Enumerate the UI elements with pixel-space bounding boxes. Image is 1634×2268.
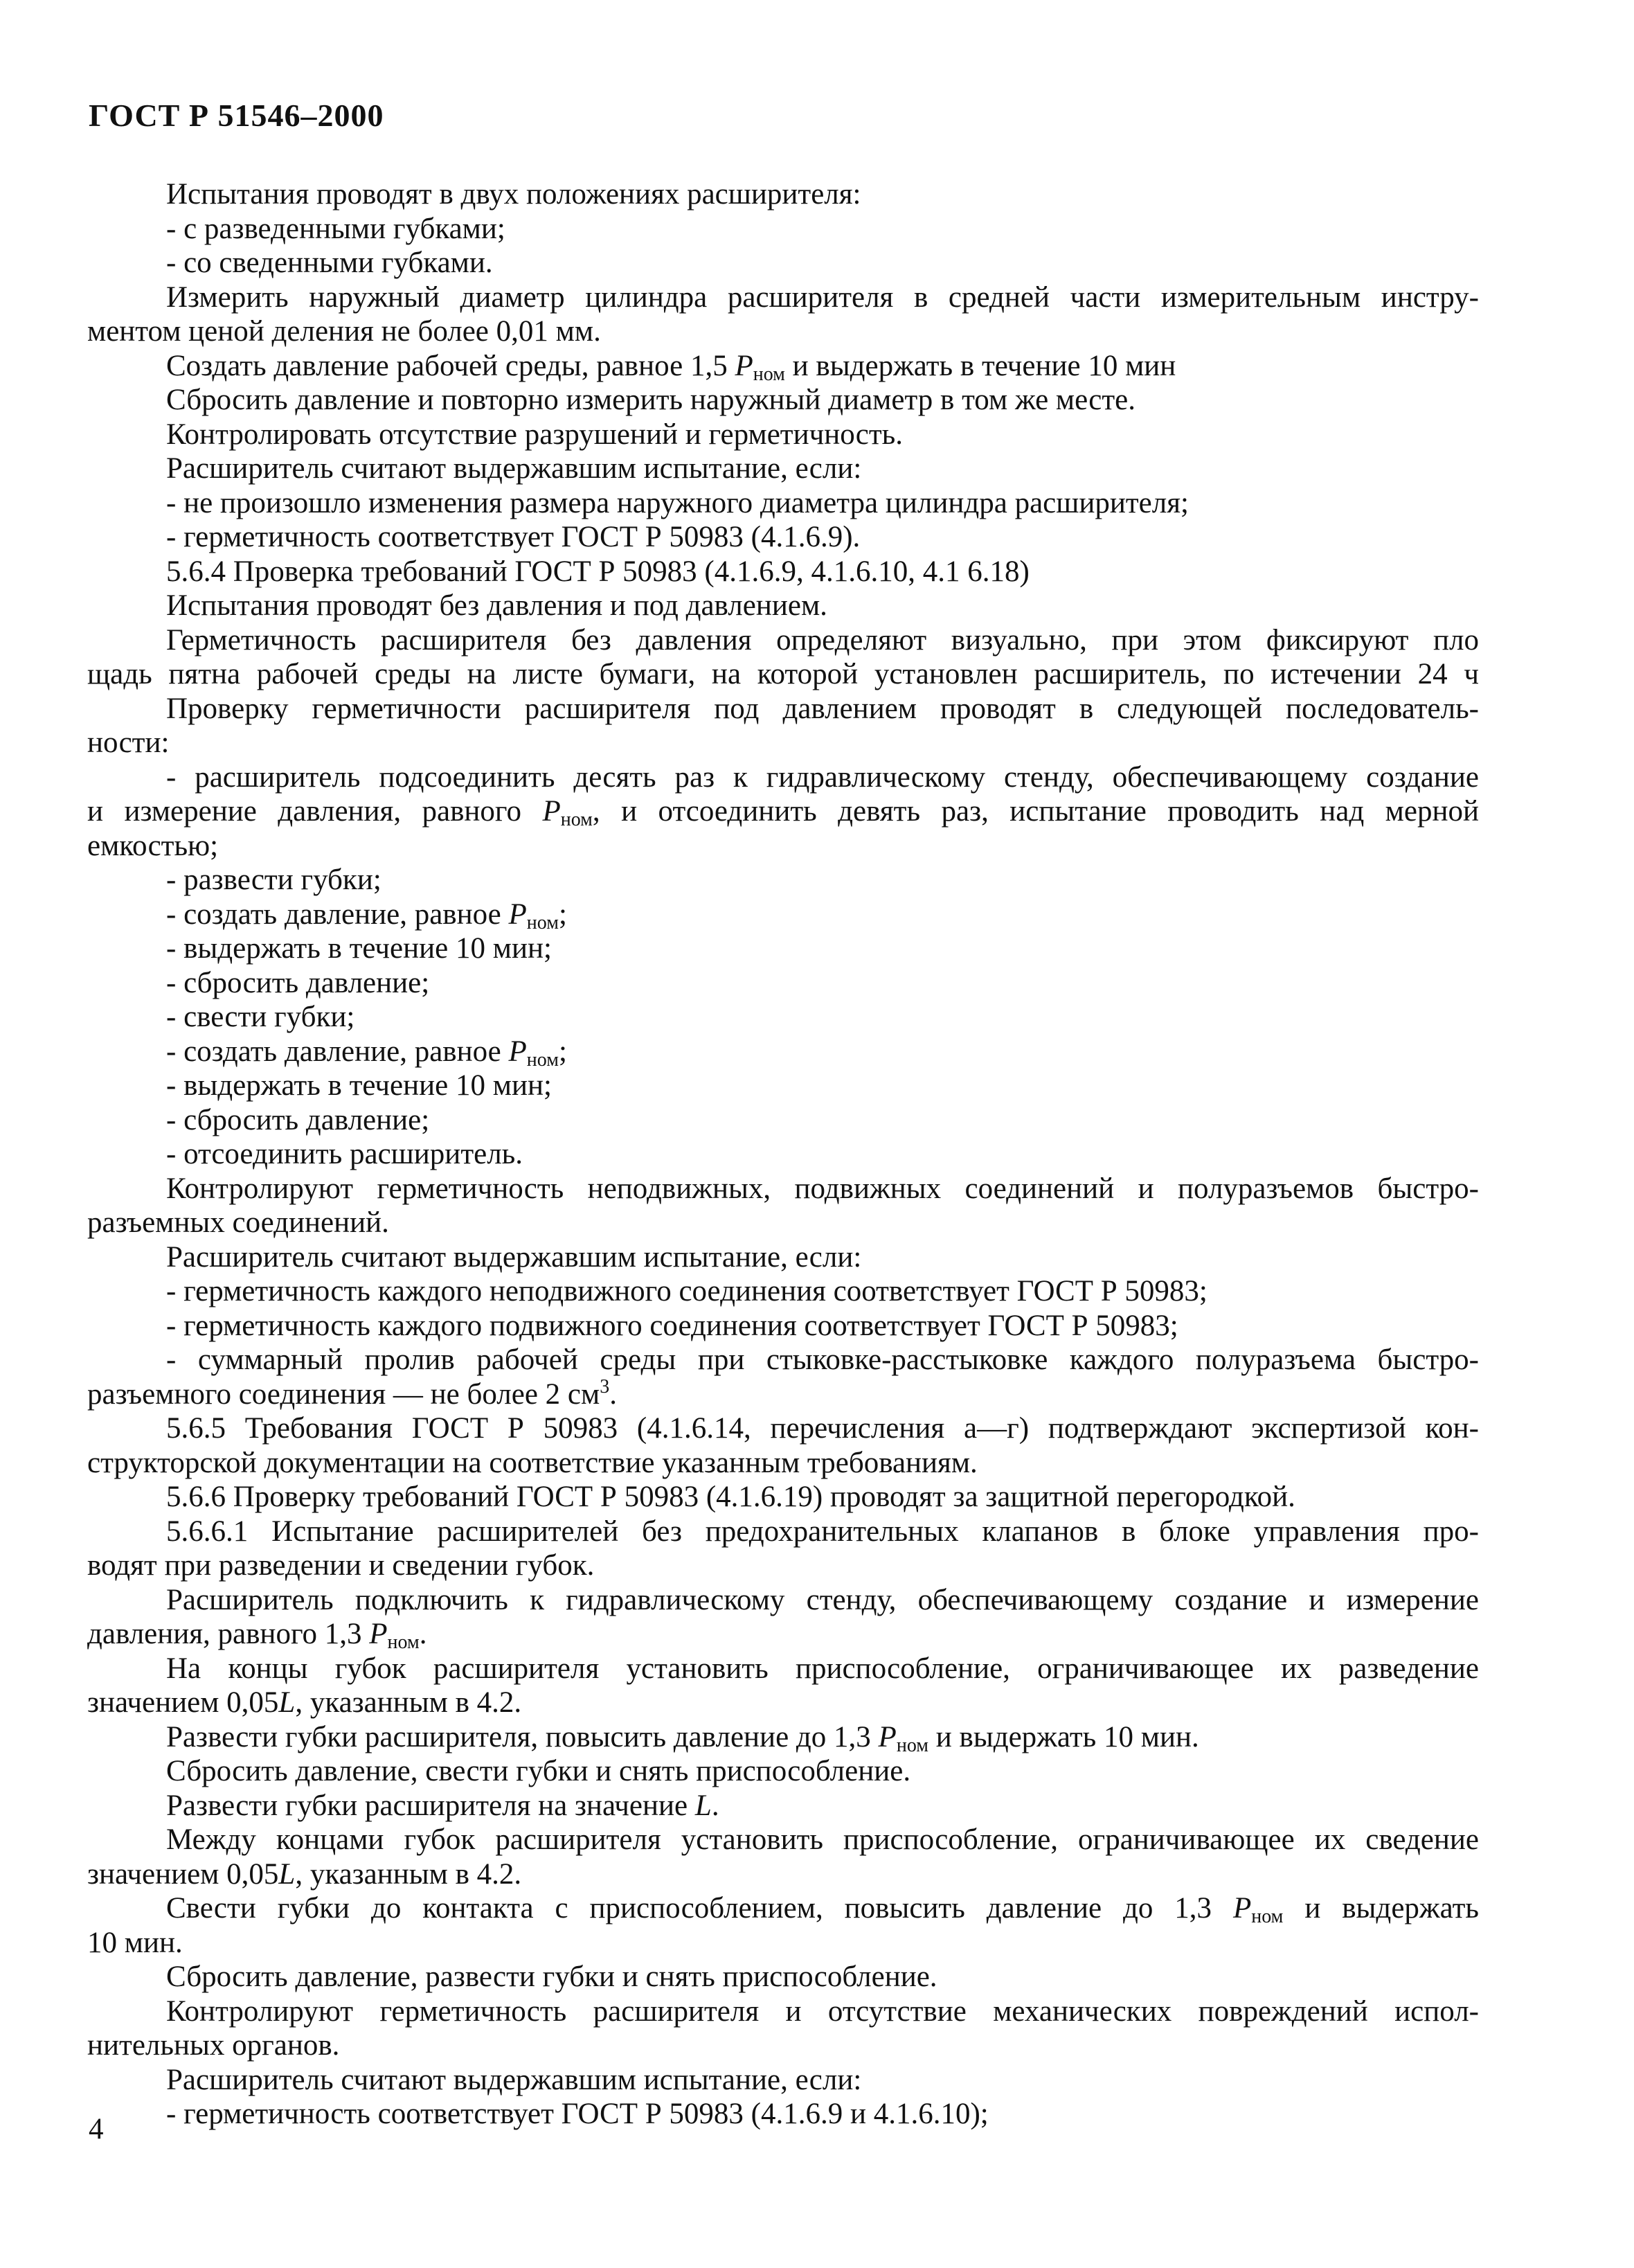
text-line: 10 мин. — [87, 1926, 183, 1959]
text-line: емкостью; — [87, 829, 219, 862]
text-line: разъемного соединения — не более 2 $см^3$. — [87, 1375, 617, 1411]
length-symbol: L — [278, 1857, 296, 1891]
text-line: 5.6.4 Проверка требований ГОСТ Р 50983 (4.1.6.9, 4.1.6.10, 4.1 6.18) — [166, 555, 1030, 588]
text-line: - герметичность каждого подвижного соединения соответствует ГОСТ Р 50983; — [166, 1309, 1178, 1342]
text-line: Расширитель считают выдержавшим испытание, если: — [166, 2063, 862, 2096]
text-line: разъемных соединений. — [87, 1206, 389, 1239]
text-line: - выдержать в течение 10 мин; — [166, 932, 552, 965]
text-line: нительных органов. — [87, 2029, 340, 2062]
text-line: Создать давление рабочей среды, равное 1,5 $P_{ном}$ и выдержать в течение 10 мин — [166, 349, 1176, 385]
text-line: структорской документации на соответствие указанным требованиям. — [87, 1446, 978, 1479]
page-number: 4 — [89, 2113, 104, 2145]
text-line: Сбросить давление, свести губки и снять приспособление. — [166, 1755, 911, 1787]
text-line: Контролируют герметичность неподвижных, подвижных соединений и полуразъемов быстро- — [166, 1172, 1479, 1205]
text-line: Развести губки расширителя на значение L. — [166, 1789, 719, 1822]
text-line: Контролировать отсутствие разрушений и герметичность. — [166, 418, 904, 451]
text-line: - развести губки; — [166, 864, 381, 896]
nominal-pressure-symbol: $P_{ном}$ — [542, 795, 593, 830]
text-line: Расширитель считают выдержавшим испытание, если: — [166, 1240, 862, 1274]
text-line: Сбросить давление и повторно измерить наружный диаметр в том же месте. — [166, 384, 1135, 416]
text-line: Развести губки расширителя, повысить давление до 1,3 $P_{ном}$ и выдержать 10 мин. — [166, 1720, 1199, 1756]
text-line: - не произошло изменения размера наружного диаметра цилиндра расширителя; — [166, 486, 1189, 519]
nominal-pressure-symbol: $P_{ном}$ — [1232, 1892, 1284, 1927]
text-line: - выдержать в течение 10 мин; — [166, 1069, 552, 1102]
cubic-superscript: 3 — [600, 1375, 610, 1398]
text-line: Контролируют герметичность расширителя и отсутствие механических повреждений испол- — [166, 1994, 1479, 2028]
text-line: Расширитель подключить к гидравлическому стенду, обеспечивающему создание и измерение — [166, 1583, 1479, 1616]
text-line: - свести губки; — [166, 1001, 355, 1033]
text-line: - герметичность каждого неподвижного соединения соответствует ГОСТ Р 50983; — [166, 1275, 1207, 1307]
text-line: Испытания проводят в двух положениях расширителя: — [166, 178, 861, 211]
text-line: - создать давление, равное $P_{ном}$; — [166, 1035, 567, 1071]
text-line: - сбросить давление; — [166, 1103, 430, 1136]
document-header: ГОСТ Р 51546–2000 — [89, 98, 384, 133]
text-line: - суммарный пролив рабочей среды при стыковке-расстыковке каждого полуразъема быстро- — [166, 1343, 1479, 1376]
document-body — [87, 177, 1479, 2132]
text-line: Сбросить давление, развести губки и снять приспособление. — [166, 1961, 937, 1993]
text-line: Проверку герметичности расширителя под давлением проводят в следующей последователь- — [166, 692, 1479, 725]
text-line: - сбросить давление; — [166, 966, 430, 999]
length-symbol: L — [278, 1686, 296, 1719]
text-line: - со сведенными губками. — [166, 247, 493, 279]
text-line: 5.6.5 Требования ГОСТ Р 50983 (4.1.6.14, перечисления а—г) подтверждают экспертизой кон- — [166, 1412, 1479, 1445]
text-line: 5.6.6.1 Испытание расширителей без предохранительных клапанов в блоке управления про- — [166, 1515, 1479, 1548]
text-line: давления, равного 1,3 $P_{ном}$. — [87, 1618, 427, 1653]
text-line: - герметичность соответствует ГОСТ Р 50983 (4.1.6.9 и 4.1.6.10); — [166, 2098, 989, 2130]
text-line: - герметичность соответствует ГОСТ Р 50983 (4.1.6.9). — [166, 521, 861, 553]
text-line: значением 0,05L, указанным в 4.2. — [87, 1686, 522, 1719]
nominal-pressure-symbol: $P_{ном}$ — [369, 1618, 420, 1653]
nominal-pressure-symbol: $P_{ном}$ — [735, 349, 785, 385]
text-line: ментом ценой деления не более 0,01 мм. — [87, 315, 601, 348]
text-line: Между концами губок расширителя установить приспособление, ограничивающее их сведение — [166, 1823, 1479, 1856]
text-line: - создать давление, равное $P_{ном}$; — [166, 898, 567, 934]
text-line: - отсоединить расширитель. — [166, 1138, 523, 1170]
text-line: 5.6.6 Проверку требований ГОСТ Р 50983 (4.1.6.19) проводят за защитной перегородкой. — [166, 1481, 1295, 1513]
text-line: На концы губок расширителя установить приспособление, ограничивающее их разведение — [166, 1652, 1479, 1685]
text-line: водят при разведении и сведении губок. — [87, 1549, 595, 1582]
text-line: Расширитель считают выдержавшим испытание, если: — [166, 452, 862, 485]
text-line: и измерение давления, равного $P_{ном}$, и отсоединить девять раз, испытание проводить над мерной — [87, 795, 1479, 830]
nominal-pressure-symbol: $P_{ном}$ — [508, 1035, 559, 1071]
length-symbol: L — [694, 1789, 712, 1822]
text-line: Свести губки до контакта с приспособлением, повысить давление до 1,3 $P_{ном}$ и выдержать — [166, 1892, 1479, 1927]
text-line: щадь пятна рабочей среды на листе бумаги, на которой установлен расширитель, по истечении 24 ч — [87, 658, 1479, 690]
text-line: значением 0,05L, указанным в 4.2. — [87, 1857, 522, 1891]
text-line: Герметичность расширителя без давления определяют визуально, при этом фиксируют пло — [166, 623, 1479, 657]
nominal-pressure-symbol: $P_{ном}$ — [508, 898, 559, 934]
text-line: Испытания проводят без давления и под давлением. — [166, 589, 827, 622]
text-line: ности: — [87, 726, 170, 759]
text-line: Измерить наружный диаметр цилиндра расширителя в средней части измерительным инстру- — [166, 280, 1479, 314]
text-line: - с разведенными губками; — [166, 212, 505, 245]
nominal-pressure-symbol: $P_{ном}$ — [878, 1720, 928, 1756]
text-line: - расширитель подсоединить десять раз к гидравлическому стенду, обеспечивающему создание — [166, 760, 1479, 794]
